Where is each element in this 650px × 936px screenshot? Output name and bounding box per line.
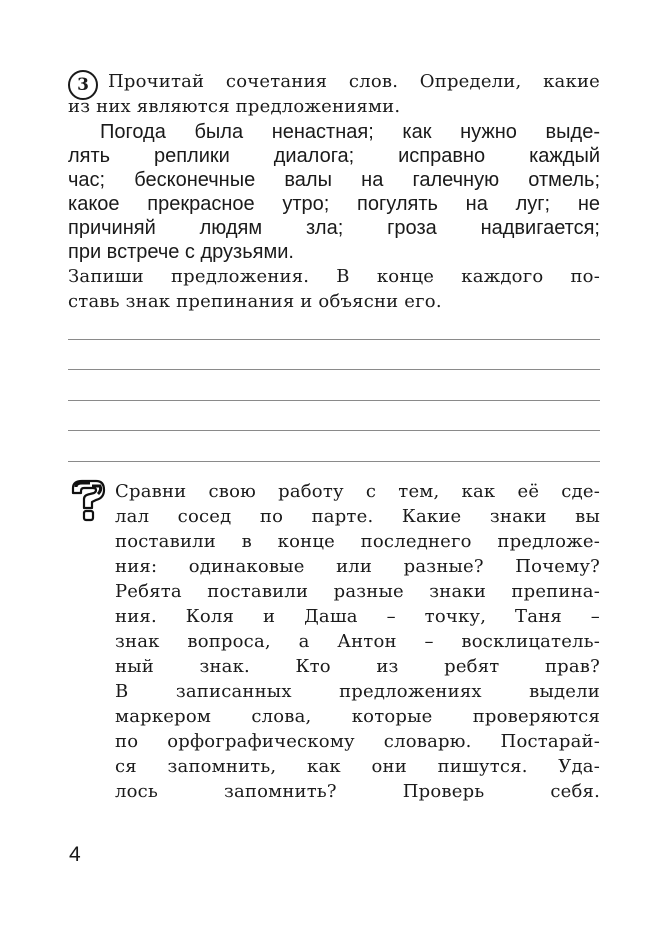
question-line-7: знак вопроса, а Антон – восклицатель- [115,631,600,652]
question-mark-icon [70,478,106,526]
phrase-line-2: лять реплики диалога; исправно каждый [68,145,600,167]
phrase-line-6: при встрече с друзьями. [68,241,294,263]
question-line-2: лал сосед по парте. Какие знаки вы [115,506,600,527]
writing-line[interactable] [68,339,600,340]
phrase-line-4: какое прекрасное утро; погулять на луг; не [68,193,600,215]
exercise-number-badge: 3 [68,70,98,100]
writing-line[interactable] [68,369,600,370]
question-line-9: В записанных предложениях выдели [115,681,600,702]
instruction-line-2: ставь знак препинания и объясни его. [68,291,442,312]
question-line-13: лось запомнить? Проверь себя. [115,781,600,802]
question-line-1: Сравни свою работу с тем, как её сде- [115,481,600,502]
phrase-line-3: час; бесконечные валы на галечную отмель; [68,169,600,191]
writing-line[interactable] [68,461,600,462]
question-line-3: поставили в конце последнего предложе- [115,531,600,552]
phrase-line-5: причиняй людям зла; гроза надвигается; [68,217,600,239]
task-line-2: из них являются предложениями. [68,96,401,117]
question-line-4: ния: одинаковые или разные? Почему? [115,556,600,577]
question-line-5: Ребята поставили разные знаки препина- [115,581,600,602]
task-line-1: Прочитай сочетания слов. Определи, какие [108,71,600,92]
writing-line[interactable] [68,430,600,431]
page-number: 4 [69,843,81,866]
question-line-10: маркером слова, которые проверяются [115,706,600,727]
question-line-8: ный знак. Кто из ребят прав? [115,656,600,677]
question-line-12: ся запомнить, как они пишутся. Уда- [115,756,600,777]
phrase-line-1: Погода была ненастная; как нужно выде- [100,121,600,143]
question-line-11: по орфографическому словарю. Постарай- [115,731,600,752]
question-line-6: ния. Коля и Даша – точку, Таня – [115,606,600,627]
writing-line[interactable] [68,400,600,401]
instruction-line-1: Запиши предложения. В конце каждого по- [68,266,600,287]
